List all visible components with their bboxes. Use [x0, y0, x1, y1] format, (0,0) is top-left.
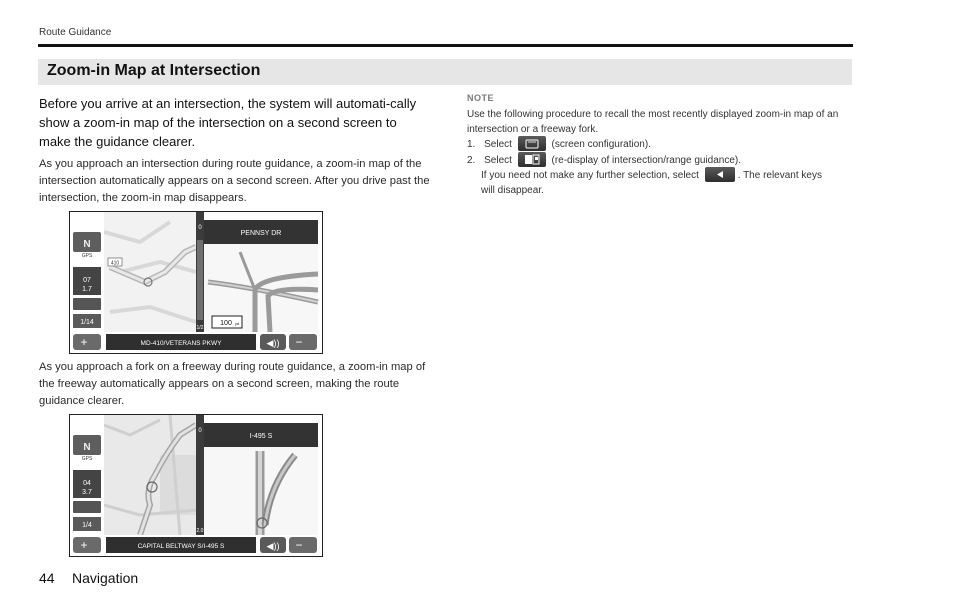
page-number: 44 [39, 570, 55, 586]
nav-screenshot-intersection [69, 211, 323, 354]
scale-label: 1/14 [80, 319, 94, 326]
distance-readout: 1.7 [82, 286, 92, 293]
zoom-scale-label: 1/2 [196, 325, 204, 331]
svg-text:N: N [83, 442, 91, 453]
step-text: If you need not make any further selection, select [481, 170, 699, 182]
paragraph-freeway: As you approach a fork on a freeway during route guidance, a zoom-in map of the freeway automatically appears on a second screen, making the route guidance clearer. [39, 361, 426, 407]
gps-indicator: GPS [81, 456, 93, 462]
street-banner-text: PENNSY DR [240, 230, 282, 237]
time-readout: 04 [83, 480, 91, 487]
zoom-scale-label: 2.0 [196, 528, 204, 534]
street-banner-text: I-495 S [249, 433, 273, 440]
distance-to-turn: 100 [220, 320, 232, 327]
svg-text:−: − [295, 335, 303, 349]
section-title: Zoom-in Map at Intersection [47, 62, 261, 79]
distance-readout: 3.7 [82, 489, 92, 496]
lead-paragraph: Before you arrive at an intersection, the system will automati-cally show a zoom-in map of the intersection on a second screen to make the guidance clearer. [39, 96, 417, 149]
note-heading: NOTE [467, 93, 495, 103]
paragraph-intersection: As you approach an intersection during route guidance, a zoom-in map of the intersection automatically appears on a second screen. After you drive past the intersection, the zoom-in map disappears. [39, 158, 430, 204]
svg-text:−: − [295, 538, 303, 552]
svg-text:◀)): ◀)) [266, 541, 280, 551]
screen-config-icon[interactable] [73, 501, 101, 513]
step-text: Select [484, 155, 512, 167]
road-name-text: MD-410/VETERANS PKWY [140, 340, 222, 347]
footer-section: Navigation [72, 570, 139, 586]
step-text: (screen configuration). [551, 139, 651, 151]
distance-unit: yd [234, 321, 240, 326]
note-step-2-continued [481, 168, 822, 183]
svg-text:N: N [83, 239, 91, 250]
note-step-2-end: will disappear. [481, 185, 544, 196]
note-text: Use the following procedure to recall the most recently displayed zoom-in map of an intersection or a freeway fork. [467, 109, 839, 135]
note-step-2 [467, 153, 741, 168]
route-shield: 410 [110, 260, 120, 267]
step-text: (re-display of intersection/range guidance). [551, 155, 742, 167]
zoom-out-button[interactable] [289, 334, 317, 350]
gps-indicator: GPS [81, 253, 93, 259]
note-step-1 [467, 137, 651, 152]
header-rule [38, 44, 853, 47]
screen-config-icon[interactable] [73, 298, 101, 310]
nav-screenshot-freeway [69, 414, 323, 557]
zoom-top-label: 0 [198, 225, 202, 231]
scale-label: 1/4 [82, 522, 92, 529]
screen-configuration-key-icon [518, 136, 546, 151]
back-key-icon [705, 167, 735, 182]
step-text: Select [484, 139, 512, 151]
intersection-guidance-key-icon [518, 152, 546, 167]
running-header: Route Guidance [39, 27, 112, 38]
svg-text:+: + [80, 335, 88, 349]
step-number: 2. [467, 155, 476, 167]
step-number: 1. [467, 139, 476, 151]
road-name-text: CAPITAL BELTWAY S/I-495 S [137, 543, 225, 550]
svg-text:◀)): ◀)) [266, 338, 280, 348]
zoom-top-label: 0 [198, 428, 202, 434]
svg-text:+: + [80, 538, 88, 552]
step-text: . The relevant keys [737, 170, 822, 182]
zoom-out-button[interactable] [289, 537, 317, 553]
time-readout: 07 [83, 277, 91, 284]
